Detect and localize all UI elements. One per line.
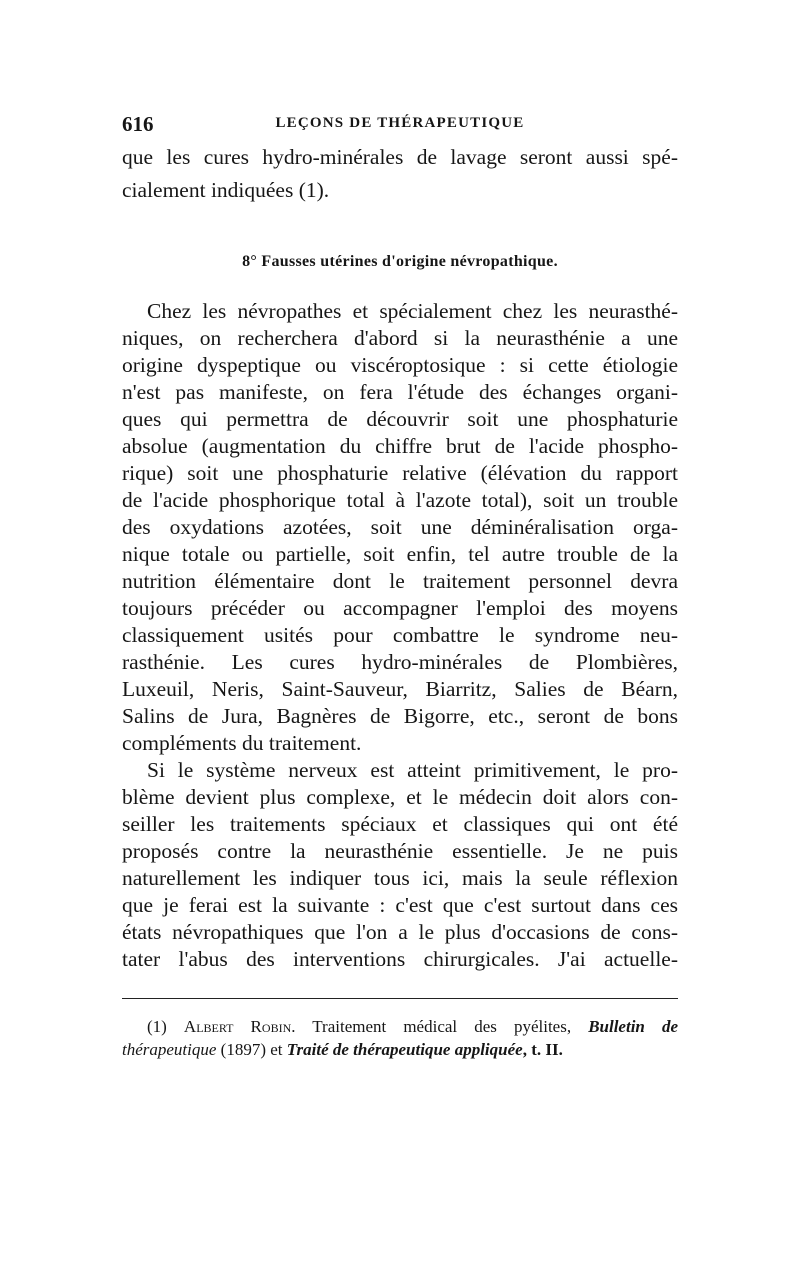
- text-line: que je ferai est la suivante : c'est que c'est surtout dans ces: [122, 893, 678, 917]
- footnote-journal-part-2: thérapeutique: [122, 1040, 217, 1059]
- footnote-title: . Traitement médical des pyélites,: [291, 1017, 589, 1036]
- footnote-volume: , t. II.: [522, 1040, 563, 1059]
- text-line: nutrition élémentaire dont le traitement personnel devra: [122, 569, 678, 593]
- section-heading: 8° Fausses utérines d'origine névropathique.: [242, 253, 558, 270]
- footnote-marker: (1): [147, 1017, 167, 1036]
- running-head: [122, 112, 678, 136]
- text-line: niques, on recherchera d'abord si la neurasthénie a une: [122, 326, 678, 350]
- text-line: Si le système nerveux est atteint primitivement, le pro-: [147, 758, 678, 782]
- footnote-rule: [122, 998, 678, 999]
- footnote-line: [122, 1039, 678, 1061]
- text-line: origine dyspeptique ou viscéroptosique : si cette étiologie: [122, 353, 678, 377]
- footnote-book: Traité de thérapeutique appliquée: [286, 1040, 523, 1059]
- text-line: nique totale ou partielle, soit enfin, tel autre trouble de la: [122, 542, 678, 566]
- text-line: Chez les névropathes et spécialement chez les neurasthé-: [147, 299, 678, 323]
- text-line: classiquement usités pour combattre le syndrome neu-: [122, 623, 678, 647]
- text-line: cialement indiquées (1).: [122, 178, 330, 202]
- text-line: blème devient plus complexe, et le médecin doit alors con-: [122, 785, 678, 809]
- text-line: seiller les traitements spéciaux et classiques qui ont été: [122, 812, 678, 836]
- text-line: ques qui permettra de découvrir soit une phosphaturie: [122, 407, 678, 431]
- text-line: Luxeuil, Neris, Saint-Sauveur, Biarritz, Salies de Béarn,: [122, 677, 678, 701]
- text-line: naturellement les indiquer tous ici, mais la seule réflexion: [122, 866, 678, 890]
- footnote-author: Albert Robin: [183, 1017, 292, 1036]
- footnote-journal-part-1: Bulletin de: [588, 1017, 679, 1036]
- text-line: absolue (augmentation du chiffre brut de l'acide phospho-: [122, 434, 678, 458]
- text-line: compléments du traitement.: [122, 731, 362, 755]
- text-line: états névropathiques que l'on a le plus d'occasions de cons-: [122, 920, 678, 944]
- footnote-year: (1897) et: [216, 1040, 287, 1059]
- text-line: toujours précéder ou accompagner l'emploi des moyens: [122, 596, 678, 620]
- text-line: Salins de Jura, Bagnères de Bigorre, etc., seront de bons: [122, 704, 678, 728]
- running-title: LEÇONS DE THÉRAPEUTIQUE: [275, 115, 525, 131]
- text-line: tater l'abus des interventions chirurgicales. J'ai actuelle-: [122, 947, 678, 971]
- footnote-line: [122, 1016, 678, 1038]
- text-line: n'est pas manifeste, on fera l'étude des échanges organi-: [122, 380, 678, 404]
- text-line: rique) soit une phosphaturie relative (élévation du rapport: [122, 461, 678, 485]
- text-line: proposés contre la neurasthénie essentielle. Je ne puis: [122, 839, 678, 863]
- page-number: 616: [122, 112, 154, 136]
- text-line: rasthénie. Les cures hydro-minérales de Plombières,: [122, 650, 678, 674]
- text-line: des oxydations azotées, soit une déminéralisation orga-: [122, 515, 678, 539]
- text-line: que les cures hydro-minérales de lavage seront aussi spé-: [122, 145, 678, 169]
- text-line: de l'acide phosphorique total à l'azote total), soit un trouble: [122, 488, 678, 512]
